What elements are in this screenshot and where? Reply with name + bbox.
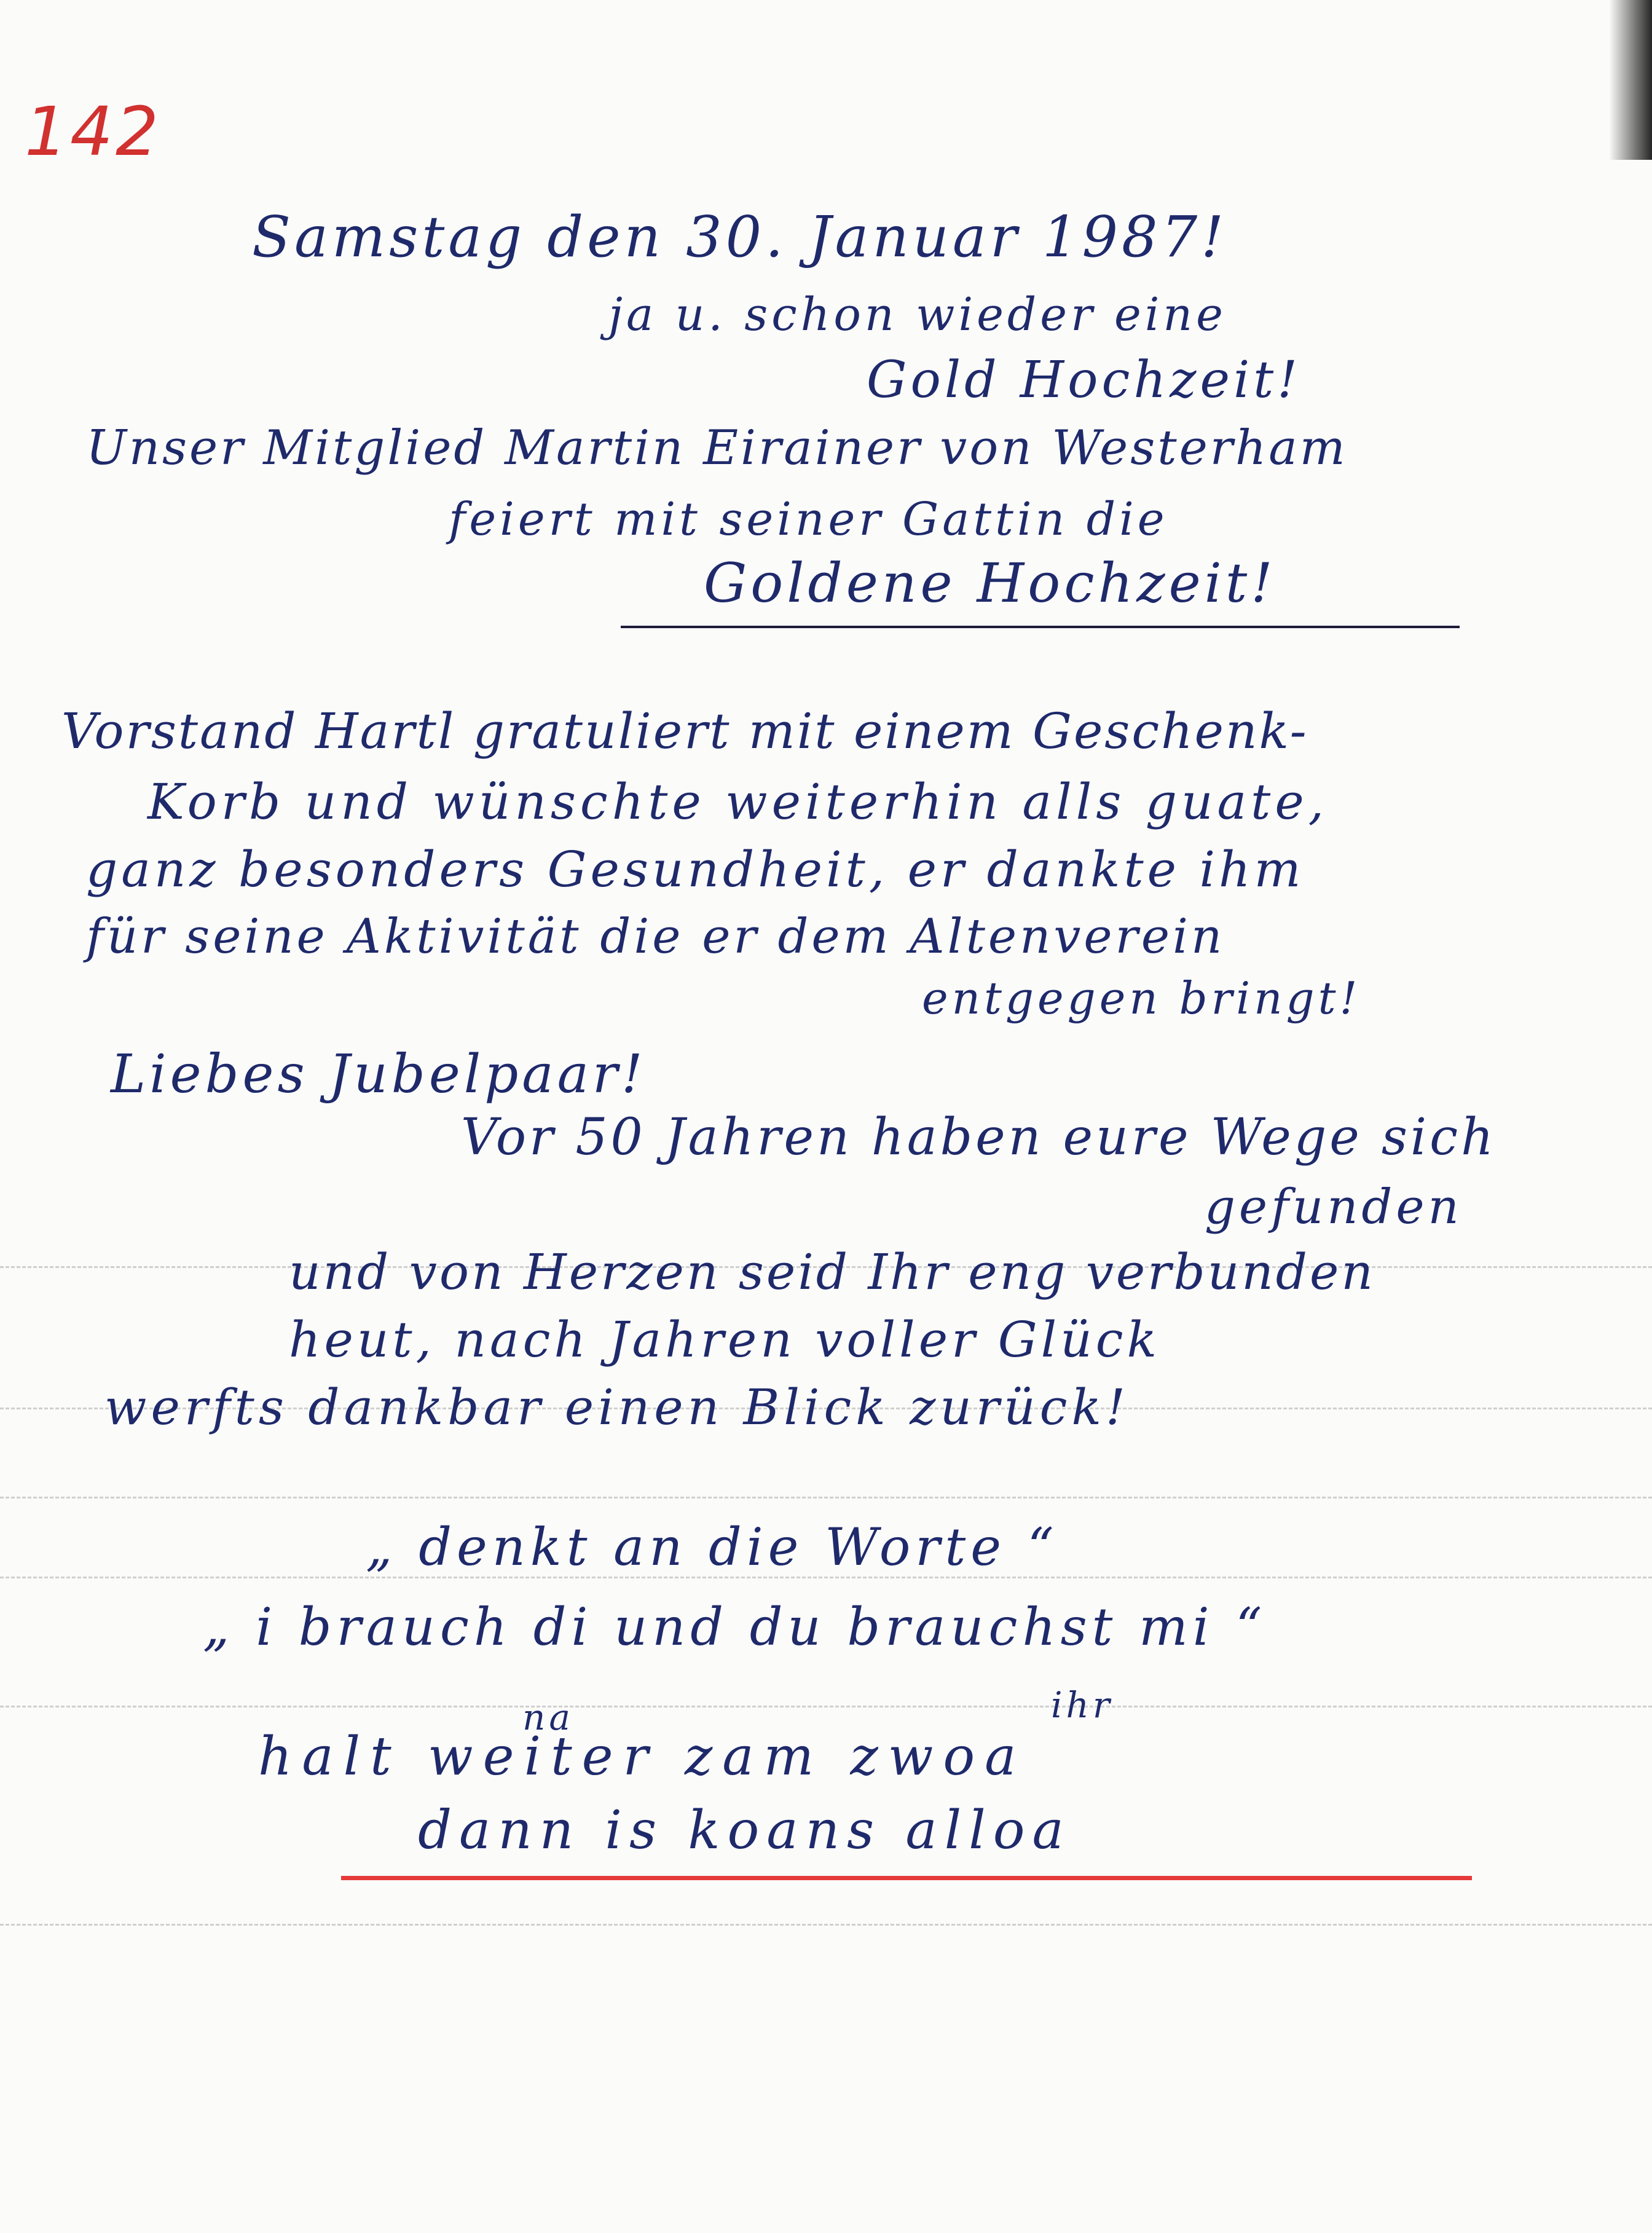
heading-date-line: Samstag den 30. Januar 1987! — [252, 204, 1228, 270]
heading-line-4: Unser Mitglied Martin Eirainer von Westerham — [86, 420, 1348, 476]
closing-red-rule — [341, 1876, 1472, 1880]
page-number: 142 — [25, 92, 161, 171]
heading-line-5: feiert mit seiner Gattin die — [449, 493, 1168, 546]
heading-underline — [621, 626, 1460, 628]
page-edge-shadow — [1609, 0, 1652, 160]
ruling-line — [0, 1924, 1652, 1926]
poem-line-1: Vor 50 Jahren haben eure Wege sich — [461, 1108, 1497, 1167]
paragraph-line-1: Vorstand Hartl gratuliert mit einem Geschenk- — [61, 703, 1308, 760]
poem-line-5: werfts dankbar einen Blick zurück! — [104, 1379, 1130, 1436]
poem-line-4: heut, nach Jahren voller Glück — [289, 1311, 1161, 1368]
ruling-line — [0, 1497, 1652, 1499]
quote-line-2: „ i brauch di und du brauchst mi “ — [203, 1597, 1267, 1657]
paragraph-line-4: für seine Aktivität die er dem Altenverein — [86, 909, 1225, 964]
poem-line-2: gefunden — [1205, 1180, 1463, 1235]
heading-line-3: Gold Hochzeit! — [867, 351, 1302, 409]
heading-line-6: Goldene Hochzeit! — [704, 551, 1276, 615]
paragraph-line-5: entgegen bringt! — [922, 972, 1361, 1024]
closing-correction-1: na — [522, 1696, 574, 1738]
closing-correction-2: ihr — [1051, 1684, 1114, 1726]
poem-line-3: und von Herzen seid Ihr eng verbunden — [289, 1243, 1375, 1301]
poem-salutation: Liebes Jubelpaar! — [111, 1044, 647, 1105]
closing-line-1: halt weiter zam zwoa — [258, 1726, 1026, 1787]
paragraph-line-3: ganz besonders Gesundheit, er dankte ihm — [86, 841, 1305, 898]
closing-line-2: dann is koans alloa — [418, 1800, 1071, 1861]
quote-line-1: „ denkt an die Worte “ — [366, 1517, 1059, 1577]
ruling-line — [0, 1706, 1652, 1707]
heading-line-2: ja u. schon wieder eine — [608, 288, 1227, 341]
paragraph-line-2: Korb und wünschte weiterhin alls guate, — [148, 773, 1329, 830]
